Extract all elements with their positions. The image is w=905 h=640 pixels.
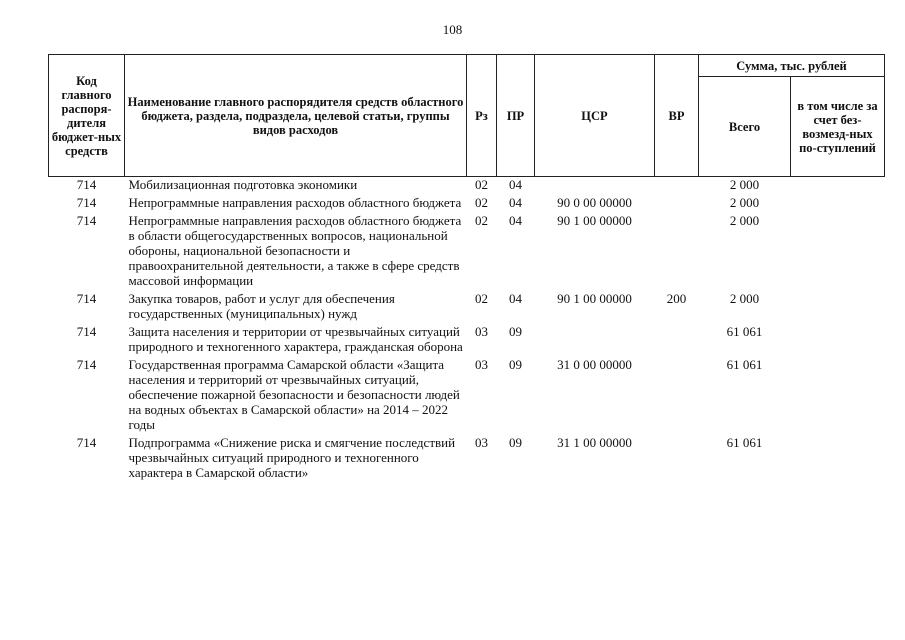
table-row [49, 324, 885, 357]
cell-pr: 09 [509, 435, 522, 450]
table-row [49, 357, 885, 435]
cell-code: 714 [76, 213, 97, 228]
cell-csr: 90 1 00 00000 [557, 291, 632, 306]
cell-rz: 02 [475, 213, 488, 228]
cell-total: 2 000 [729, 213, 760, 228]
cell-name: Непрограммные направления расходов областного бюджета [128, 195, 462, 210]
cell-incl [791, 435, 885, 483]
cell-total: 2 000 [729, 291, 760, 306]
cell-name: Мобилизационная подготовка экономики [128, 177, 358, 192]
cell-total: 61 061 [726, 324, 763, 339]
cell-csr: 90 0 00 00000 [557, 195, 632, 210]
header-csr: ЦСР [535, 55, 655, 177]
table-row [49, 177, 885, 196]
budget-table-container [48, 54, 884, 483]
header-name: Наименование главного распорядителя средств областного бюджета, раздела, подраздела, целевой статьи, группы видов расходов [125, 55, 467, 177]
cell-pr: 09 [509, 357, 522, 372]
cell-csr [535, 177, 655, 196]
cell-name: Непрограммные направления расходов областного бюджета в области общегосударственных вопросов, национальной обороны, национальной безопасности и правоохранительной деятельности, а также в сфере средств массовой информации [128, 213, 462, 288]
cell-vr [655, 213, 699, 291]
table-body [49, 177, 885, 484]
cell-code: 714 [76, 435, 97, 450]
budget-table [48, 54, 885, 483]
cell-rz: 03 [475, 357, 488, 372]
table-row [49, 435, 885, 483]
cell-name: Закупка товаров, работ и услуг для обеспечения государственных (муниципальных) нужд [128, 291, 395, 321]
header-code: Код главного распоря-дителя бюджет-ных средств [49, 55, 125, 177]
cell-csr: 31 1 00 00000 [557, 435, 632, 450]
cell-vr [655, 177, 699, 196]
header-rz: Рз [467, 55, 497, 177]
cell-csr: 31 0 00 00000 [557, 357, 632, 372]
cell-rz: 03 [475, 324, 488, 339]
cell-total: 61 061 [726, 357, 763, 372]
cell-csr [535, 324, 655, 357]
cell-code: 714 [76, 177, 97, 192]
cell-pr: 04 [509, 177, 522, 192]
table-row [49, 213, 885, 291]
cell-pr: 04 [509, 213, 522, 228]
cell-vr [655, 435, 699, 483]
cell-name: Защита населения и территории от чрезвычайных ситуаций природного и техногенного характера, гражданская оборона [128, 324, 463, 354]
cell-vr: 200 [666, 291, 687, 306]
cell-vr [655, 357, 699, 435]
cell-name: Государственная программа Самарской области «Защита населения и территорий от чрезвычайных ситуаций, обеспечение пожарной безопасности и безопасности людей на водных объектах в Самарской области» на 2014 – 2022 годы [128, 357, 460, 432]
cell-vr [655, 324, 699, 357]
cell-incl [791, 357, 885, 435]
cell-code: 714 [76, 195, 97, 210]
cell-incl [791, 213, 885, 291]
header-total: Всего [699, 77, 791, 177]
cell-rz: 03 [475, 435, 488, 450]
cell-code: 714 [76, 291, 97, 306]
header-incl: в том числе за счет без-возмезд-ных по-ступлений [791, 77, 885, 177]
cell-total: 61 061 [726, 435, 763, 450]
cell-code: 714 [76, 324, 97, 339]
cell-pr: 04 [509, 195, 522, 210]
cell-pr: 04 [509, 291, 522, 306]
cell-pr: 09 [509, 324, 522, 339]
cell-incl [791, 291, 885, 324]
cell-rz: 02 [475, 291, 488, 306]
cell-total: 2 000 [729, 195, 760, 210]
cell-code: 714 [76, 357, 97, 372]
table-row [49, 291, 885, 324]
cell-incl [791, 324, 885, 357]
cell-rz: 02 [475, 195, 488, 210]
table-row [49, 195, 885, 213]
cell-rz: 02 [475, 177, 488, 192]
cell-incl [791, 177, 885, 196]
page-number: 108 [442, 22, 463, 37]
cell-csr: 90 1 00 00000 [557, 213, 632, 228]
header-pr: ПР [497, 55, 535, 177]
header-vr: ВР [655, 55, 699, 177]
cell-name: Подпрограмма «Снижение риска и смягчение последствий чрезвычайных ситуаций природного и техногенного характера в Самарской области» [128, 435, 456, 480]
cell-total: 2 000 [729, 177, 760, 192]
cell-vr [655, 195, 699, 213]
header-sum: Сумма, тыс. рублей [699, 55, 885, 77]
table-header [49, 55, 885, 177]
cell-incl [791, 195, 885, 213]
